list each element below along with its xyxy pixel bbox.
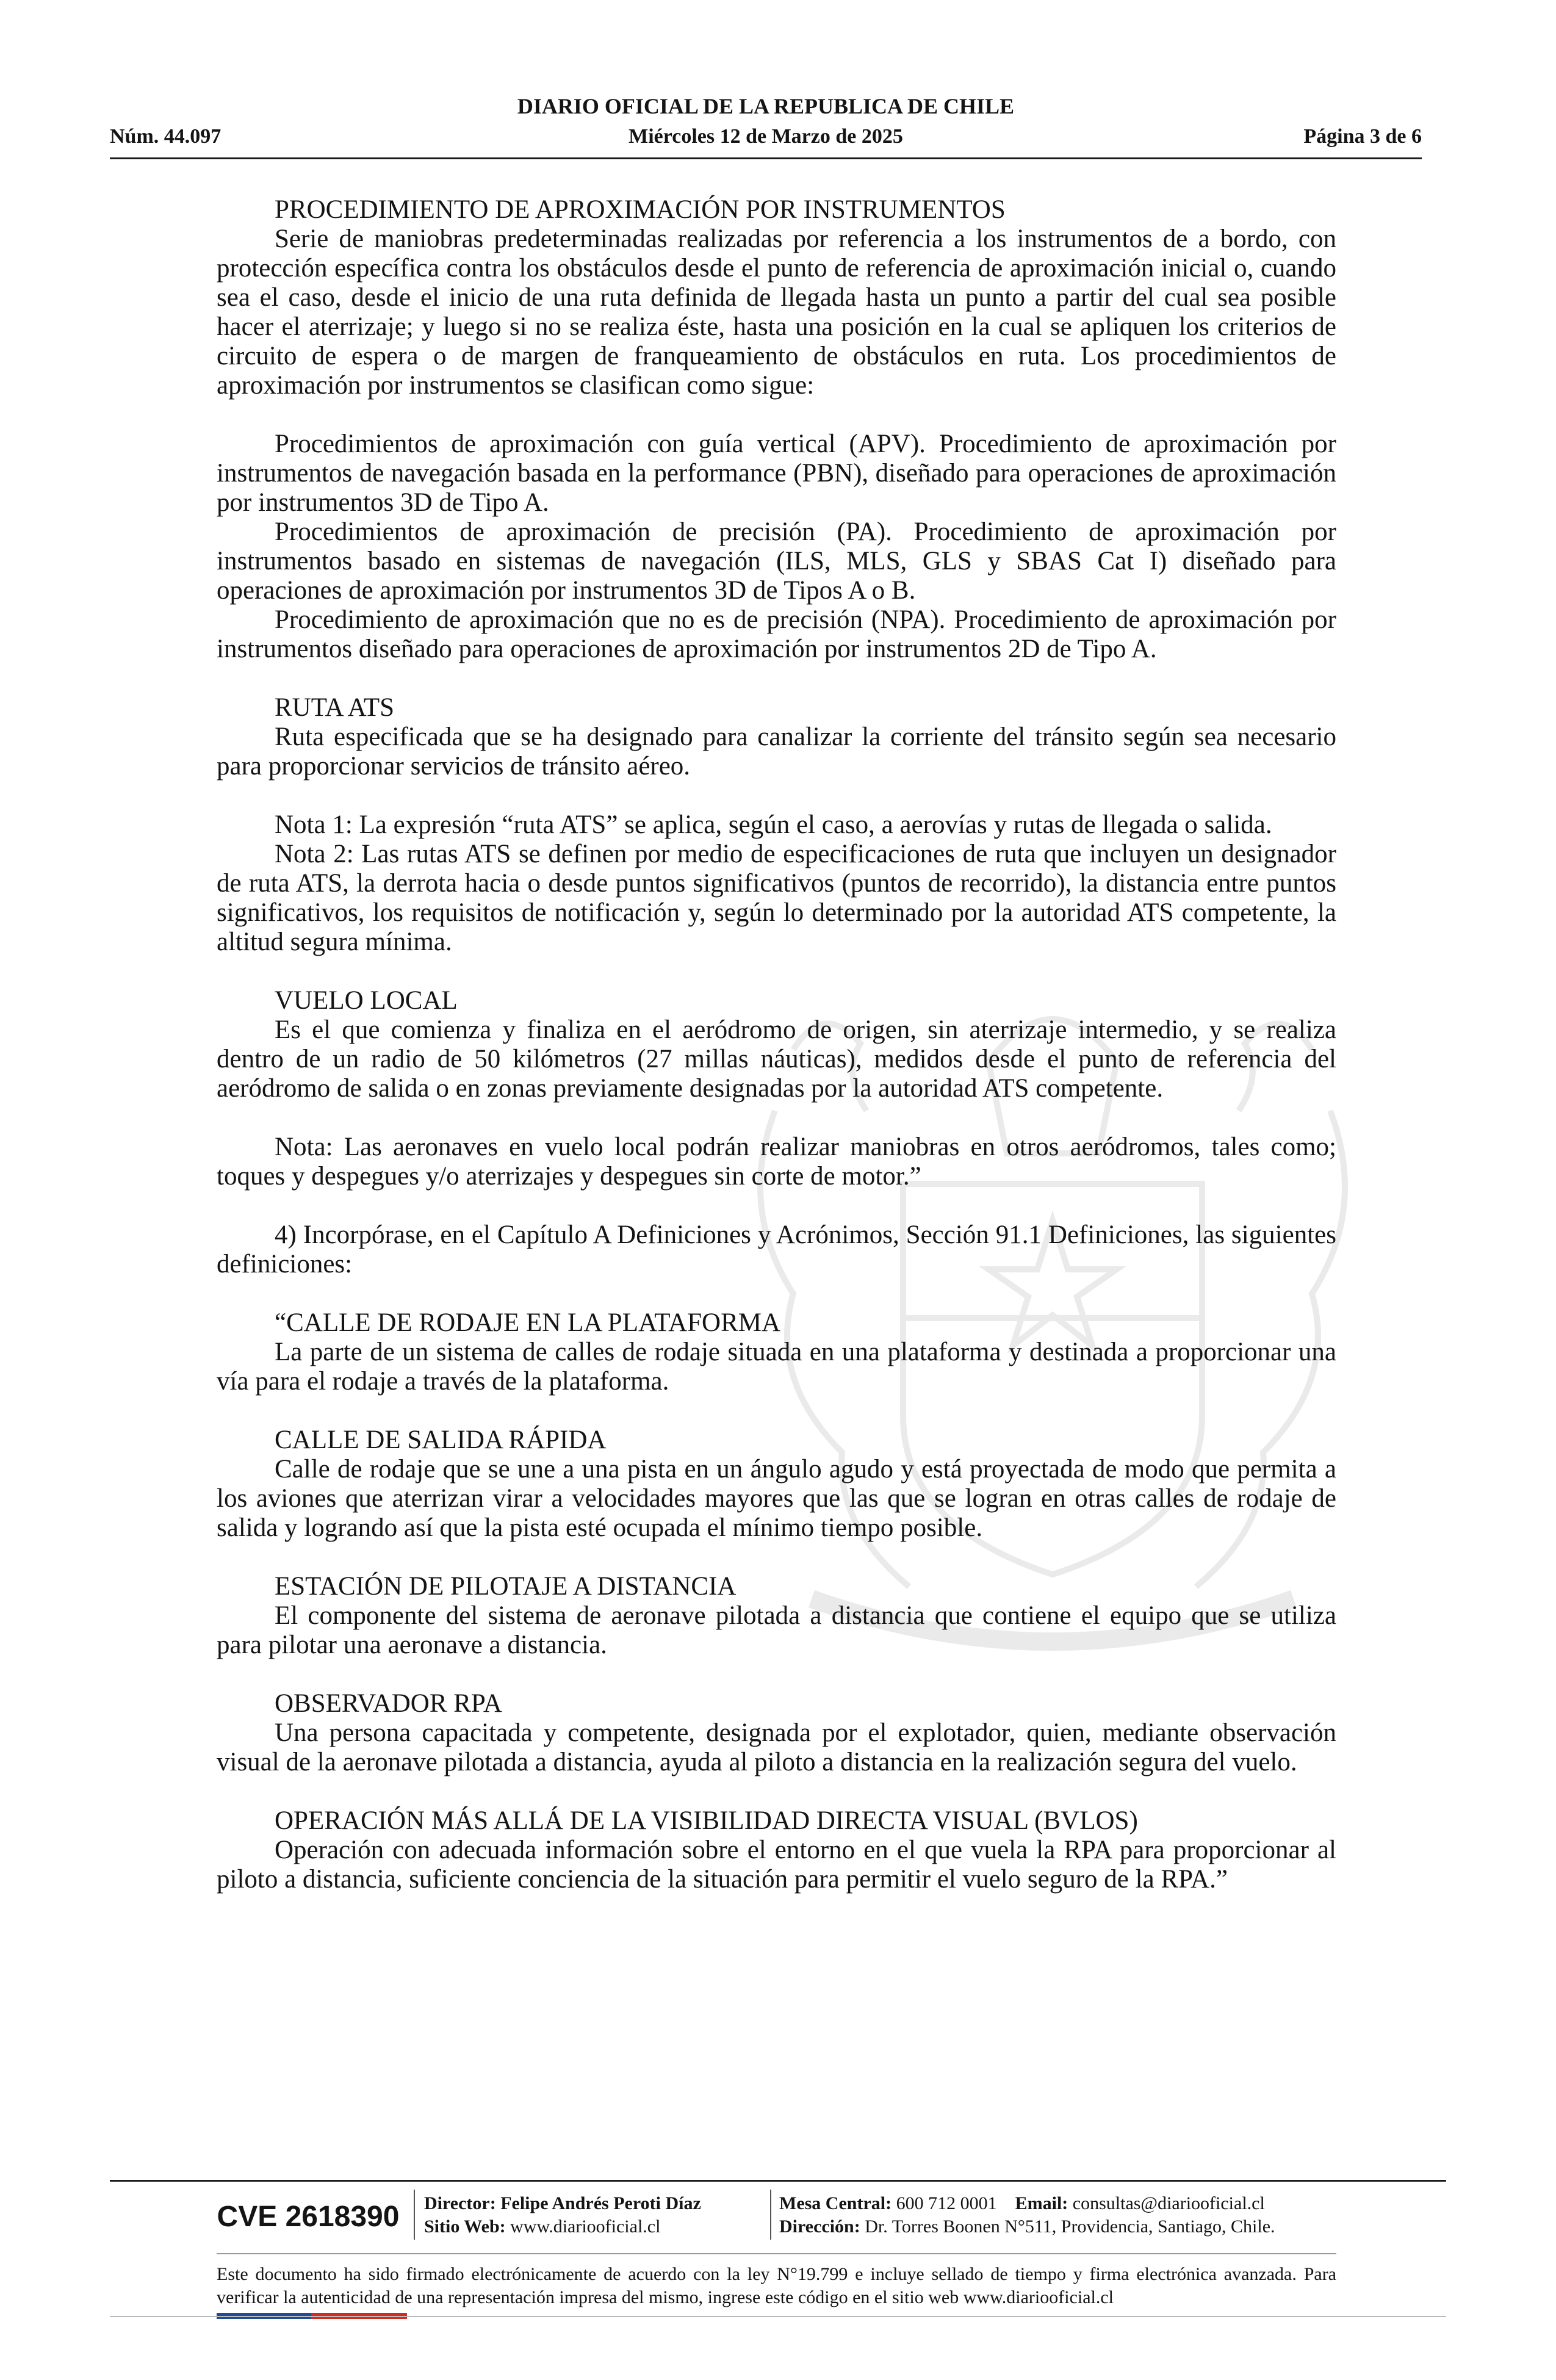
numbered-item: 4) Incorpórase, en el Capítulo A Definiciones y Acrónimos, Sección 91.1 Definiciones, las siguientes definiciones: — [217, 1221, 1336, 1278]
definition-text: Una persona capacitada y competente, designada por el explotador, quien, mediante observación visual de la aeronave pilotada a distancia, ayuda al piloto a distancia en la realización segura del vuelo. — [217, 1718, 1336, 1776]
definition-text: Procedimiento de aproximación que no es de precisión (NPA). Procedimiento de aproximación por instrumentos diseñado para operaciones de aproximación por instrumentos 2D de Tipo A. — [217, 605, 1336, 663]
definition-text: La parte de un sistema de calles de rodaje situada en una plataforma y destinada a proporcionar una vía para el rodaje a través de la plataforma. — [217, 1338, 1336, 1396]
note-text: Nota 2: Las rutas ATS se definen por medio de especificaciones de ruta que incluyen un designador de ruta ATS, la derrota hacia o desde puntos significativos (puntos de recorrido), la distancia entre puntos significativos, los requisitos de notificación y, según lo determinado por la autoridad ATS competente, la altitud segura mínima. — [217, 840, 1336, 956]
mesa-phone: 600 712 0001 — [896, 2193, 997, 2213]
publication-title: DIARIO OFICIAL DE LA REPUBLICA DE CHILE — [517, 94, 1015, 118]
address-value: Dr. Torres Boonen N°511, Providencia, Santiago, Chile. — [865, 2216, 1275, 2237]
note-text: Nota 1: La expresión “ruta ATS” se aplica, según el caso, a aerovías y rutas de llegada o salida. — [275, 810, 1272, 839]
cve-code: CVE 2618390 — [217, 2201, 400, 2233]
issue-date: Miércoles 12 de Marzo de 2025 — [629, 125, 903, 148]
footer-inner-divider — [217, 2253, 1336, 2254]
definition-heading: OBSERVADOR RPA — [275, 1689, 502, 1718]
definition-text: Procedimientos de aproximación con guía vertical (APV). Procedimiento de aproximación por instrumentos de navegación basada en la performance (PBN), diseñado para operaciones de aproximación por instrumentos 3D de Tipo A. — [217, 430, 1336, 517]
footer-bottom-rule — [110, 2316, 1446, 2317]
definition-text: Calle de rodaje que se une a una pista en un ángulo agudo y está proyectada de modo que permita a los aviones que aterrizan virar a velocidades mayores que las que se logran en otras calles de rodaje de salida y logrando así que la pista esté ocupada el mínimo tiempo posible. — [217, 1455, 1336, 1542]
address-label: Dirección: — [779, 2216, 860, 2237]
legal-note: Este documento ha sido firmado electrónicamente de acuerdo con la ley N°19.799 e incluye sellado de tiempo y firma electrónica avanzada. Para verificar la autenticidad de una representación impresa del mismo, ingrese este código en el sitio web www.diariooficial.cl — [217, 2264, 1336, 2307]
page-number: Página 3 de 6 — [1303, 125, 1422, 148]
definition-text: Ruta especificada que se ha designado para canalizar la corriente del tránsito según sea necesario para proporcionar servicios de tránsito aéreo. — [217, 723, 1336, 781]
director-label: Director: — [424, 2193, 496, 2213]
definition-heading: PROCEDIMIENTO DE APROXIMACIÓN POR INSTRUMENTOS — [275, 195, 1006, 224]
footer-director-block — [424, 2192, 701, 2238]
email-label: Email: — [1015, 2193, 1068, 2213]
footer-divider — [110, 2180, 1446, 2182]
email-link[interactable]: consultas@diariooficial.cl — [1072, 2193, 1265, 2213]
definition-heading: CALLE DE SALIDA RÁPIDA — [275, 1426, 607, 1454]
note-text: Nota: Las aeronaves en vuelo local podrán realizar maniobras en otros aeródromos, tales como; toques y despegues y/o aterrizajes y despegues sin corte de motor.” — [217, 1133, 1336, 1191]
mesa-label: Mesa Central: — [779, 2193, 892, 2213]
definition-heading: VUELO LOCAL — [275, 986, 458, 1015]
definition-text: Serie de maniobras predeterminadas realizadas por referencia a los instrumentos de a bordo, con protección específica contra los obstáculos desde el punto de referencia de aproximación inicial o, cuando sea el caso, desde el inicio de una ruta definida de llegada hasta un punto a partir del cual sea posible hacer el aterrizaje; y luego si no se realiza éste, hasta una posición en la cual se apliquen los criterios de circuito de espera o de margen de franqueamiento de obstáculos en ruta. Los procedimientos de aproximación por instrumentos se clasifican como sigue: — [217, 225, 1336, 400]
definition-text: El componente del sistema de aeronave pilotada a distancia que contiene el equipo que se utiliza para pilotar una aeronave a distancia. — [217, 1601, 1336, 1659]
site-link[interactable]: www.diariooficial.cl — [510, 2216, 661, 2237]
definition-text: Operación con adecuada información sobre el entorno en el que vuela la RPA para proporcionar al piloto a distancia, suficiente conciencia de la situación para permitir el vuelo seguro de la RPA.” — [217, 1836, 1336, 1894]
definition-text: Es el que comienza y finaliza en el aeródromo de origen, sin aterrizaje intermedio, y se realiza dentro de un radio de 50 kilómetros (27 millas náuticas), medidos desde el punto de referencia del aeródromo de salida o en zonas previamente designadas por la autoridad ATS competente. — [217, 1015, 1336, 1103]
definition-text: Procedimientos de aproximación de precisión (PA). Procedimiento de aproximación por instrumentos basado en sistemas de navegación (ILS, MLS, GLS y SBAS Cat I) diseñado para operaciones de aproximación por instrumentos 3D de Tipos A o B. — [217, 517, 1336, 605]
director-name: Felipe Andrés Peroti Díaz — [500, 2193, 701, 2213]
issue-number: Núm. 44.097 — [110, 125, 222, 148]
footer-contact-block — [779, 2192, 1275, 2238]
definition-heading: ESTACIÓN DE PILOTAJE A DISTANCIA — [275, 1572, 737, 1601]
definition-heading: RUTA ATS — [275, 693, 395, 722]
footer-separator — [414, 2190, 415, 2240]
definition-heading: OPERACIÓN MÁS ALLÁ DE LA VISIBILIDAD DIRECTA VISUAL (BVLOS) — [275, 1806, 1138, 1835]
footer-separator — [770, 2190, 771, 2240]
definition-heading: “CALLE DE RODAJE EN LA PLATAFORMA — [275, 1308, 781, 1337]
site-label: Sitio Web: — [424, 2216, 506, 2237]
page-header — [110, 93, 1422, 160]
header-divider — [110, 157, 1422, 159]
document-body — [217, 195, 1336, 1894]
